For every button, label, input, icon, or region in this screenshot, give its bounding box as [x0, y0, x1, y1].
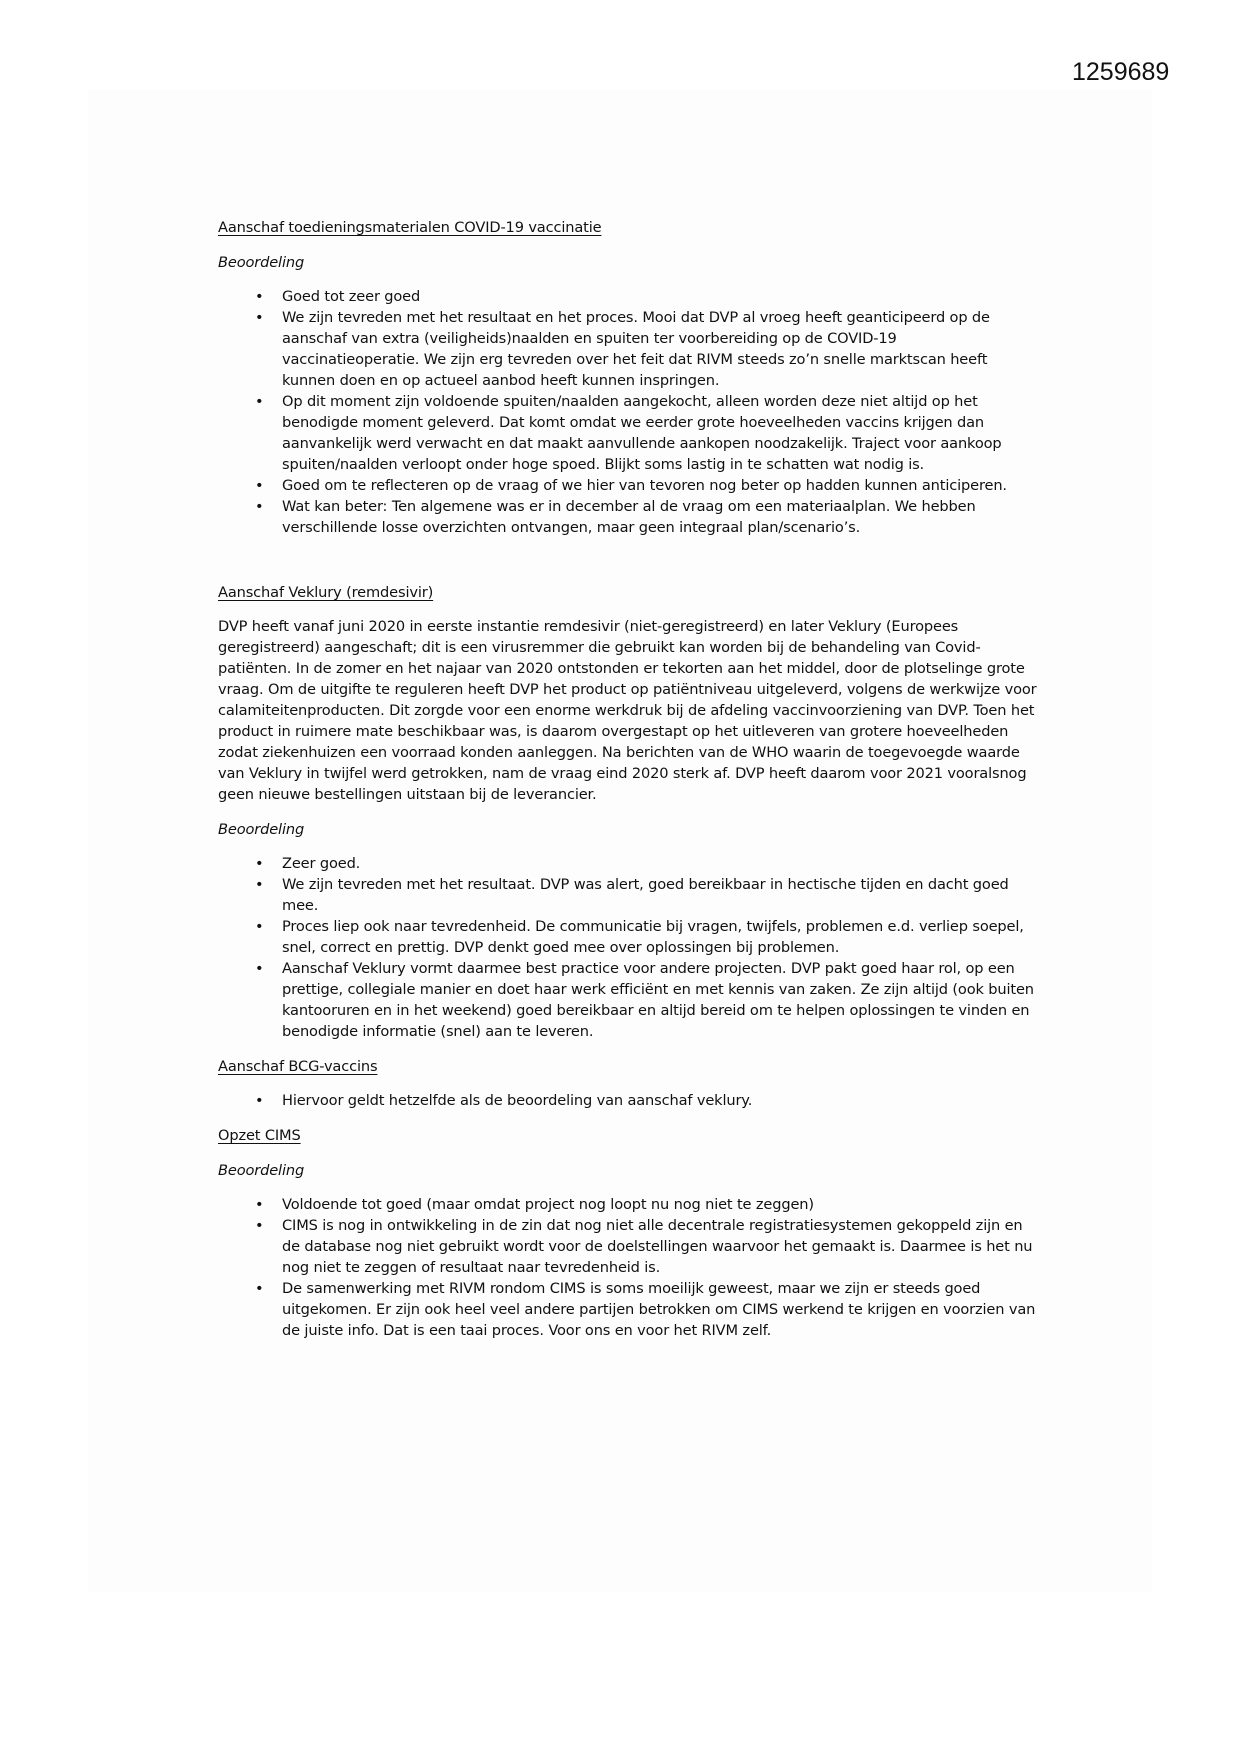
bullet-icon: •: [255, 288, 264, 305]
list-item-text: De samenwerking met RIVM rondom CIMS is soms moeilijk geweest, maar we zijn er steeds goed uitgekomen. Er zijn ook heel veel andere partijen betrokken om CIMS werkend te krijgen en voorzien van de juiste info. Dat is een taai proces. Voor ons en voor het RIVM zelf.: [282, 1280, 1036, 1339]
list-item: [218, 286, 1038, 307]
list-item: [218, 1090, 1038, 1111]
bullet-icon: •: [255, 477, 264, 494]
bullet-icon: •: [255, 498, 264, 515]
list-item-text: Hiervoor geldt hetzelfde als de beoordeling van aanschaf veklury.: [282, 1092, 753, 1109]
bullet-icon: •: [255, 1092, 264, 1109]
list-item: [218, 874, 1038, 916]
bullet-icon: •: [255, 918, 264, 935]
list-item: [218, 391, 1038, 475]
section-heading: Opzet CIMS: [218, 1127, 301, 1144]
list-item: [218, 1194, 1038, 1215]
list-item-text: Aanschaf Veklury vormt daarmee best practice voor andere projecten. DVP pakt goed haar rol, op een prettige, collegiale manier en doet haar werk efficiënt en met kennis van zaken. Ze zijn altijd (ook buiten kantooruren en in het weekend) goed bereikbaar en altijd bereid om te helpen oplossingen te vinden en benodigde informatie (snel) aan te leveren.: [282, 960, 1034, 1040]
section-paragraph: DVP heeft vanaf juni 2020 in eerste instantie remdesivir (niet-geregistreerd) en later Veklury (Europees geregistreerd) aangeschaft; dit is een virusremmer die gebruikt kan worden bij de behandeling van Covid-patiënten. In de zomer en het najaar van 2020 ontstonden er tekorten aan het middel, door de plotselinge grote vraag. Om de uitgifte te reguleren heeft DVP het product op patiëntniveau uitgeleverd, volgens de werkwijze voor calamiteitenproducten. Dit zorgde voor een enorme werkdruk bij de afdeling vaccinvoorziening van DVP. Toen het product in ruimere mate beschikbaar was, is daarom overgestapt op het uitleveren van grotere hoeveelheden zodat ziekenhuizen een voorraad konden aanleggen. Na berichten van de WHO waarin de toegevoegde waarde van Veklury in twijfel werd getrokken, nam de vraag eind 2020 sterk af. DVP heeft daarom voor 2021 vooralsnog geen nieuwe bestellingen uitstaan bij de leverancier.: [218, 618, 1037, 803]
document-id-stamp: 1259689: [1072, 58, 1170, 86]
list-item-text: Goed tot zeer goed: [282, 288, 421, 305]
bullet-icon: •: [255, 1280, 264, 1297]
list-item: [218, 496, 1038, 538]
list-item-text: Op dit moment zijn voldoende spuiten/naalden aangekocht, alleen worden deze niet altijd op het benodigde moment geleverd. Dat komt omdat we eerder grote hoeveelheden vaccins krijgen dan aanvankelijk werd verwacht en dat maakt aanvullende aankopen noodzakelijk. Traject voor aankoop spuiten/naalden verloopt onder hoge spoed. Blijkt soms lastig in te schatten wat nodig is.: [282, 393, 1002, 473]
list-item-text: We zijn tevreden met het resultaat en het proces. Mooi dat DVP al vroeg heeft geanticipeerd op de aanschaf van extra (veiligheids)naalden en spuiten ter voorbereiding op de COVID-19 vaccinatieoperatie. We zijn erg tevreden over het feit dat RIVM steeds zo’n snelle marktscan heeft kunnen doen en op actueel aanbod heeft kunnen inspringen.: [282, 309, 990, 389]
bullet-list: [218, 1090, 1038, 1111]
list-item-text: CIMS is nog in ontwikkeling in de zin dat nog niet alle decentrale registratiesystemen gekoppeld zijn en de database nog niet gebruikt wordt voor de doelstellingen waarvoor het gemaakt is. Daarmee is het nu nog niet te zeggen of resultaat naar tevredenheid is.: [282, 1217, 1033, 1276]
section-subheading: Beoordeling: [218, 821, 305, 838]
bullet-list: [218, 1194, 1038, 1341]
section-heading: Aanschaf Veklury (remdesivir): [218, 584, 434, 601]
bullet-icon: •: [255, 876, 264, 893]
bullet-icon: •: [255, 393, 264, 410]
list-item: [218, 1215, 1038, 1278]
section-toedieningsmaterialen: [218, 217, 1038, 538]
list-item-text: Zeer goed.: [282, 855, 361, 872]
list-item: [218, 916, 1038, 958]
section-heading: Aanschaf BCG-vaccins: [218, 1058, 378, 1075]
section-subheading: Beoordeling: [218, 254, 305, 271]
bullet-icon: •: [255, 309, 264, 326]
section-veklury: [218, 582, 1038, 1042]
list-item: [218, 307, 1038, 391]
list-item-text: We zijn tevreden met het resultaat. DVP was alert, goed bereikbaar in hectische tijden en dacht goed mee.: [282, 876, 1009, 914]
bullet-icon: •: [255, 1196, 264, 1213]
section-heading: Aanschaf toedieningsmaterialen COVID-19 vaccinatie: [218, 219, 602, 236]
list-item: [218, 475, 1038, 496]
section-opzet-cims: [218, 1125, 1038, 1341]
list-item-text: Goed om te reflecteren op de vraag of we hier van tevoren nog beter op hadden kunnen anticiperen.: [282, 477, 1007, 494]
bullet-list: [218, 853, 1038, 1042]
list-item-text: Proces liep ook naar tevredenheid. De communicatie bij vragen, twijfels, problemen e.d. verliep soepel, snel, correct en prettig. DVP denkt goed mee over oplossingen bij problemen.: [282, 918, 1024, 956]
bullet-icon: •: [255, 855, 264, 872]
document-body: [218, 217, 1038, 1341]
section-bcg-vaccins: [218, 1056, 1038, 1111]
list-item: [218, 853, 1038, 874]
list-item: [218, 958, 1038, 1042]
section-subheading: Beoordeling: [218, 1162, 305, 1179]
list-item-text: Voldoende tot goed (maar omdat project nog loopt nu nog niet te zeggen): [282, 1196, 814, 1213]
bullet-list: [218, 286, 1038, 538]
bullet-icon: •: [255, 1217, 264, 1234]
list-item: [218, 1278, 1038, 1341]
bullet-icon: •: [255, 960, 264, 977]
list-item-text: Wat kan beter: Ten algemene was er in december al de vraag om een materiaalplan. We hebben verschillende losse overzichten ontvangen, maar geen integraal plan/scenario’s.: [282, 498, 976, 536]
